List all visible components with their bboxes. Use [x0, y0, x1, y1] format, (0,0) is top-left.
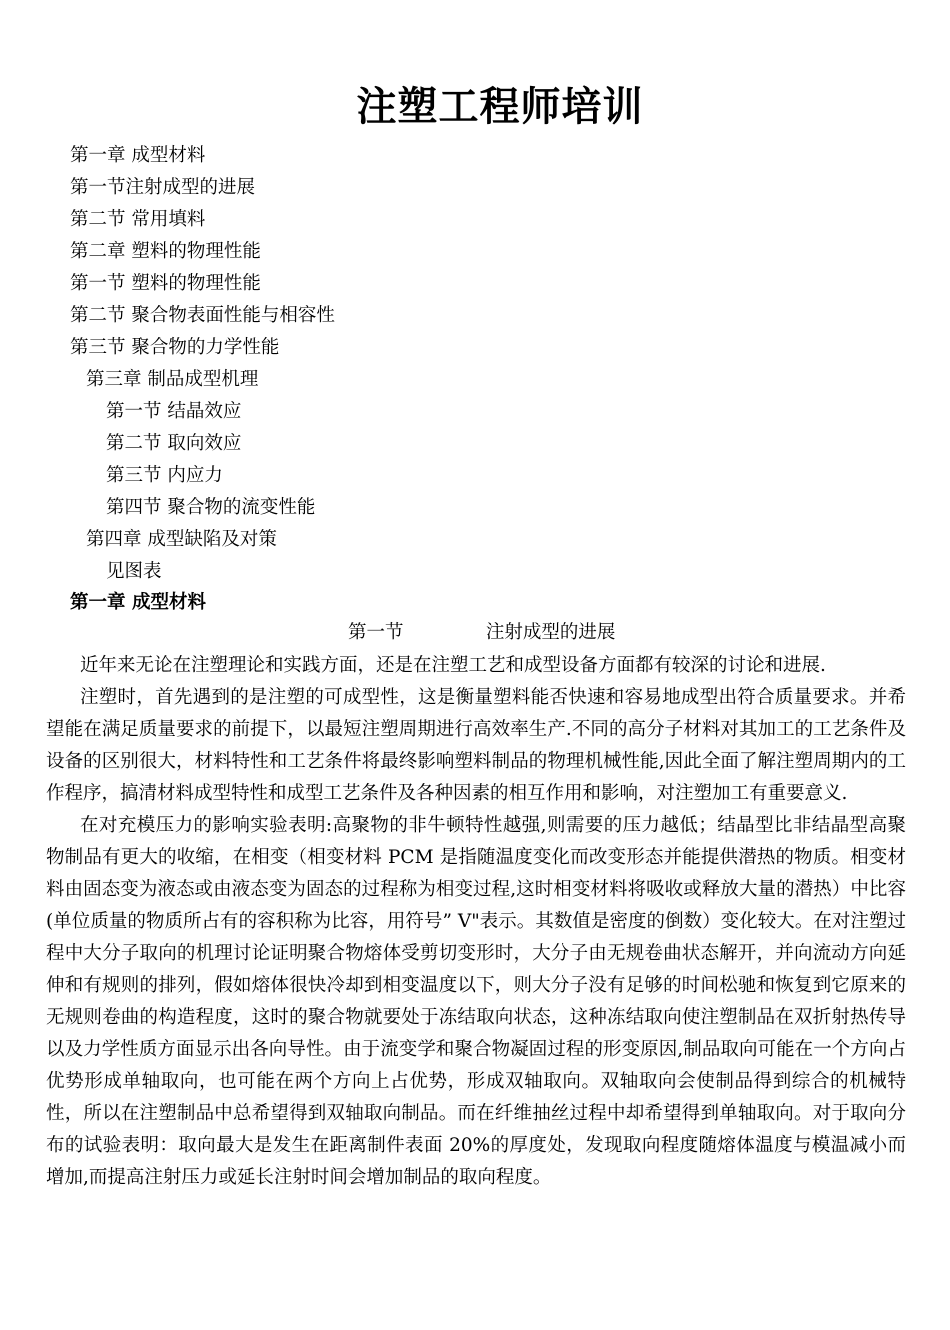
toc-item: 第二章 塑料的物理性能 [70, 241, 261, 262]
table-of-contents [0, 140, 950, 588]
toc-item: 第三节 聚合物的力学性能 [70, 337, 280, 358]
toc-item: 第二节 常用填料 [70, 209, 206, 230]
toc-item: 第二节 聚合物表面性能与相容性 [70, 305, 335, 326]
toc-item: 第一节 塑料的物理性能 [70, 273, 261, 294]
toc-item: 第四章 成型缺陷及对策 [86, 529, 277, 550]
toc-item: 第三节 内应力 [106, 465, 223, 486]
chapter-heading: 第一章 成型材料 [70, 592, 206, 613]
section-heading: 第一节 注射成型的进展 [348, 622, 616, 643]
toc-item: 第一节注射成型的进展 [70, 177, 256, 198]
paragraph: 在对充模压力的影响实验表明:高聚物的非牛顿特性越强,则需要的压力越低；结晶型比非结晶型高聚物制品有更大的收缩，在相变（相变材料 PCM 是指随温度变化而改变形态并能提供潜热的物质。相变材料由固态变为液态或由液态变为固态的过程称为相变过程,这时相变材料将吸收或释放大量的潜热）中比容(单位质量的物质所占有的容积称为比容，用符号” V"表示。其数值是密度的倒数）变化较大。在对注塑过程中大分子取向的机理讨论证明聚合物熔体受剪切变形时，大分子由无规卷曲状态解开，并向流动方向延伸和有规则的排列，假如熔体很快冷却到相变温度以下，则大分子没有足够的时间松驰和恢复到它原来的无规则卷曲的构造程度，这时的聚合物就要处于冻结取向状态，这种冻结取向使注塑制品在双折射热传导以及力学性质方面显示出各向导性。由于流变学和聚合物凝固过程的形变原因,制品取向可能在一个方向占优势形成单轴取向，也可能在两个方向上占优势，形成双轴取向。双轴取向会使制品得到综合的机械特性，所以在注塑制品中总希望得到双轴取向制品。而在纤维抽丝过程中却希望得到单轴取向。对于取向分布的试验表明：取向最大是发生在距离制件表面 20%的厚度处，发现取向程度随熔体温度与模温减小而增加,而提高注射压力或延长注射时间会增加制品的取向程度。 [46, 815, 906, 1188]
body-text [46, 650, 906, 1194]
toc-item: 第四节 聚合物的流变性能 [106, 497, 316, 518]
toc-item: 第三章 制品成型机理 [86, 369, 259, 390]
document-title: 注塑工程师培训 [356, 83, 644, 130]
toc-item: 第一节 结晶效应 [106, 401, 242, 422]
paragraph: 近年来无论在注塑理论和实践方面，还是在注塑工艺和成型设备方面都有较深的讨论和进展. [80, 655, 826, 676]
paragraph: 注塑时，首先遇到的是注塑的可成型性，这是衡量塑料能否快速和容易地成型出符合质量要求。并希望能在满足质量要求的前提下，以最短注塑周期进行高效率生产.不同的高分子材料对其加工的工艺条件及设备的区别很大，材料特性和工艺条件将最终影响塑料制品的物理机械性能,因此全面了解注塑周期内的工作程序，搞清材料成型特性和成型工艺条件及各种因素的相互作用和影响，对注塑加工有重要意义. [46, 687, 906, 804]
toc-item: 第二节 取向效应 [106, 433, 242, 454]
toc-item: 见图表 [106, 561, 162, 582]
toc-item: 第一章 成型材料 [70, 145, 206, 166]
